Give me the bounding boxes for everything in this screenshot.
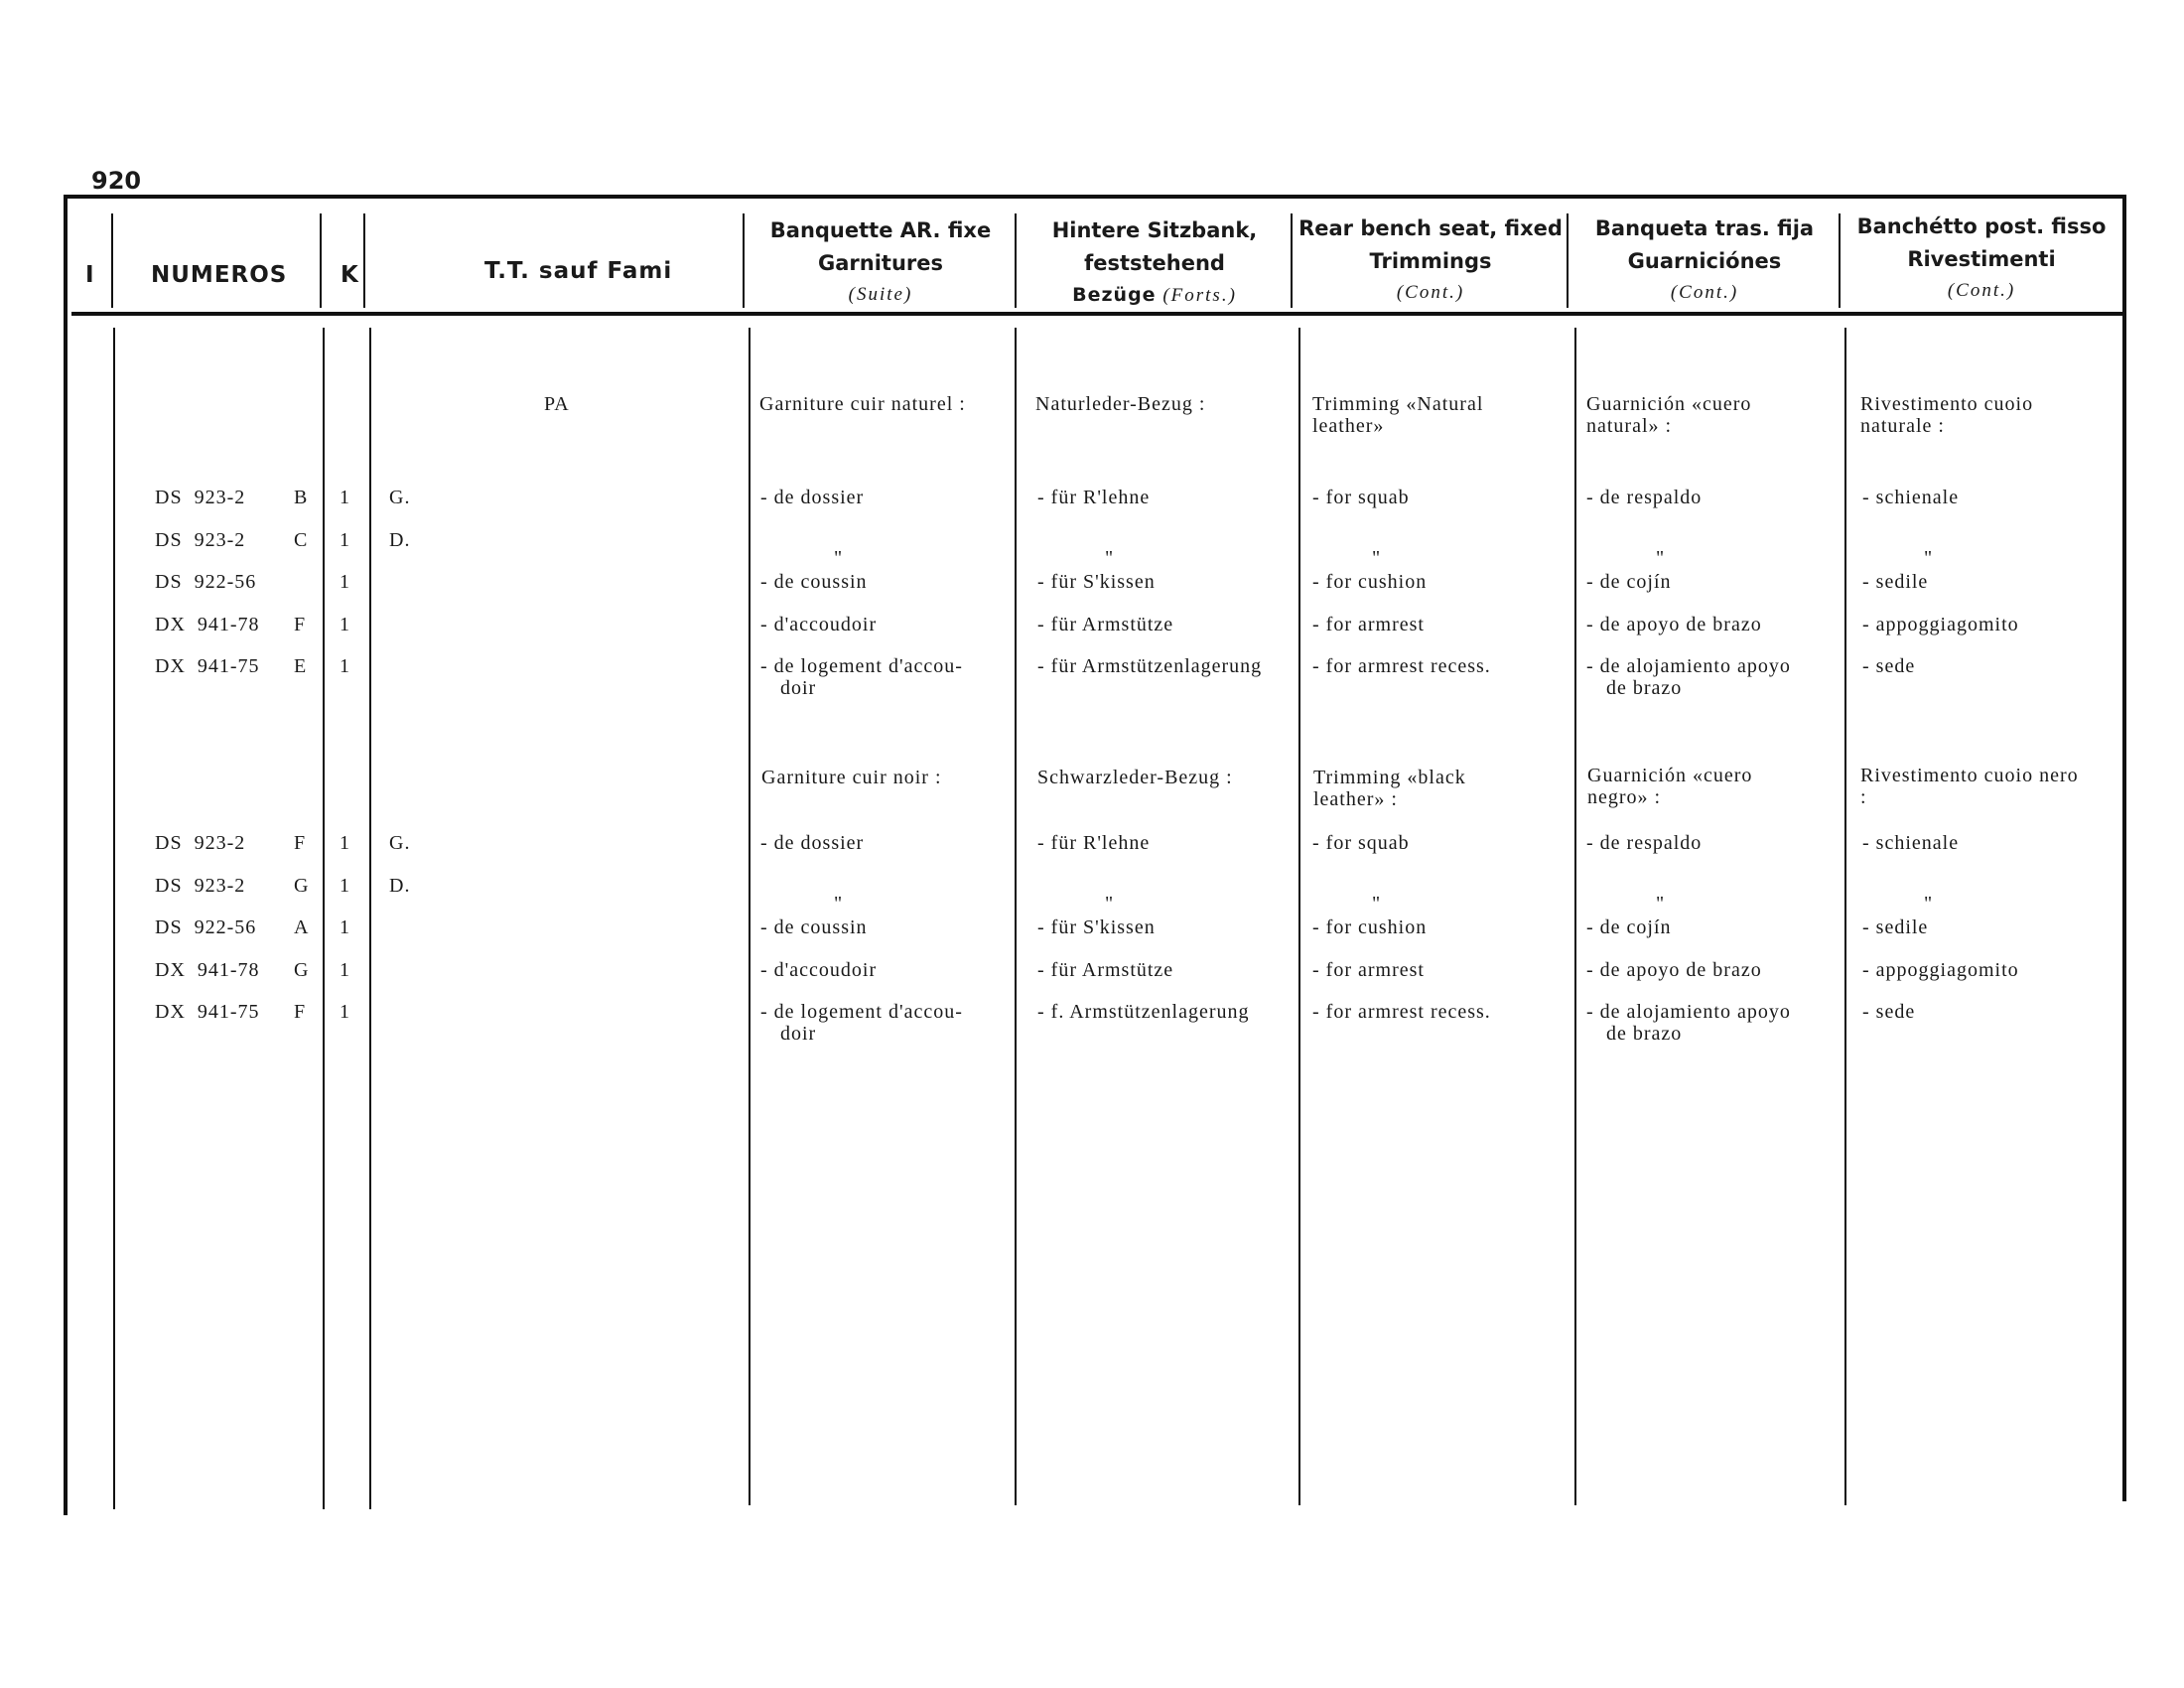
- desc-en: - for cushion: [1312, 916, 1428, 938]
- col-header-tt: T.T. sauf Fami: [484, 258, 673, 284]
- header-it-line2: Rivestimenti: [1907, 247, 2056, 271]
- desc-de: - f. Armstützenlagerung: [1037, 1001, 1250, 1023]
- desc-en: - for squab: [1312, 832, 1410, 854]
- header-en-line1: Rear bench seat, fixed: [1298, 216, 1563, 240]
- sep-i: [111, 213, 113, 308]
- header-de-line3: [1017, 278, 1293, 313]
- desc-fr: - d'accoudoir: [760, 958, 878, 981]
- desc-fr: - de coussin: [760, 916, 868, 938]
- col-header-i: I: [85, 262, 95, 288]
- header-it-line1: Banchétto post. fisso: [1856, 214, 2107, 238]
- desc-de: ": [1105, 546, 1115, 569]
- section-title-fr: Garniture cuir noir :: [761, 767, 942, 788]
- header-es-line1: Banqueta tras. fija: [1594, 216, 1815, 240]
- desc-fr: - d'accoudoir: [760, 613, 878, 635]
- header-en-line3: (Cont.): [1396, 282, 1465, 303]
- sep-numeros: [320, 213, 322, 308]
- header-de-line3-label: Bezüge: [1072, 284, 1157, 306]
- section-title-es: Guarnición «cuero negro» :: [1587, 765, 1753, 808]
- desc-es: ": [1656, 546, 1666, 569]
- desc-it: - sede: [1862, 655, 1916, 677]
- desc-fr: - de dossier: [760, 487, 865, 508]
- header-de-line3-cont: (Forts.): [1162, 285, 1237, 306]
- part-suffix: G: [294, 874, 310, 897]
- part-number: DS 923-2: [155, 528, 246, 551]
- part-number: DX 941-75: [155, 655, 260, 677]
- part-number: DS 923-2: [155, 832, 246, 854]
- col-header-french: [747, 212, 1015, 312]
- quantity-k: 1: [340, 571, 350, 593]
- quantity-k: 1: [340, 1001, 350, 1023]
- part-number: DS 923-2: [155, 487, 246, 508]
- desc-es: - de cojín: [1586, 571, 1672, 593]
- header-de-line1: Hintere Sitzbank,: [1051, 218, 1258, 242]
- desc-fr: - de coussin: [760, 571, 868, 593]
- table-top-border: [64, 195, 2126, 199]
- quantity-k: 1: [340, 655, 350, 677]
- section-title-it: Rivestimento cuoio naturale :: [1860, 393, 2034, 437]
- desc-en: - for squab: [1312, 487, 1410, 508]
- desc-de: - für S'kissen: [1037, 571, 1156, 593]
- quantity-k: 1: [340, 613, 350, 635]
- section-title-de: Naturleder-Bezug :: [1035, 393, 1206, 415]
- page-number: 920: [91, 167, 142, 195]
- header-de-line2: feststehend: [1084, 251, 1225, 275]
- desc-es: ": [1656, 892, 1666, 914]
- desc-fr: - de logement d'accou- doir: [760, 1001, 963, 1045]
- quantity-k: 1: [340, 916, 350, 938]
- desc-en: ": [1372, 892, 1382, 914]
- col-header-italian: [1841, 209, 2122, 308]
- header-fr-line2: Garnitures: [818, 251, 943, 275]
- desc-de: - für Armstütze: [1037, 613, 1174, 635]
- sep-tt-body: [749, 328, 751, 1505]
- part-number: DX 941-78: [155, 958, 260, 981]
- part-suffix: F: [294, 1001, 307, 1023]
- desc-en: ": [1372, 546, 1382, 569]
- part-number: DS 922-56: [155, 916, 257, 938]
- table-right-border: [2122, 195, 2126, 1501]
- side-marker: D.: [389, 874, 411, 897]
- part-suffix: B: [294, 487, 309, 508]
- desc-it: - schienale: [1862, 832, 1960, 854]
- desc-de: - für Armstütze: [1037, 958, 1174, 981]
- desc-es: - de respaldo: [1586, 832, 1703, 854]
- part-number: DX 941-75: [155, 1001, 260, 1023]
- desc-en: - for armrest: [1312, 613, 1425, 635]
- sep-k-body: [369, 328, 371, 1509]
- desc-de: - für S'kissen: [1037, 916, 1156, 938]
- desc-es: - de alojamiento apoyo de brazo: [1586, 1001, 1791, 1045]
- header-es-line3: (Cont.): [1670, 282, 1739, 303]
- part-number: DS 922-56: [155, 571, 257, 593]
- desc-it: - appoggiagomito: [1862, 958, 2019, 981]
- desc-de: - für Armstützenlagerung: [1037, 655, 1263, 677]
- desc-it: - sedile: [1862, 916, 1929, 938]
- desc-de: ": [1105, 892, 1115, 914]
- desc-es: - de respaldo: [1586, 487, 1703, 508]
- col-header-numeros: NUMEROS: [151, 262, 288, 288]
- part-suffix: C: [294, 528, 309, 551]
- part-suffix: G: [294, 958, 310, 981]
- part-suffix: E: [294, 655, 308, 677]
- desc-es: - de apoyo de brazo: [1586, 958, 1762, 981]
- table-left-border: [64, 195, 68, 1515]
- desc-it: - sede: [1862, 1001, 1916, 1023]
- desc-it: ": [1924, 546, 1934, 569]
- desc-es: - de cojín: [1586, 916, 1672, 938]
- desc-fr: ": [834, 546, 844, 569]
- quantity-k: 1: [340, 832, 350, 854]
- header-en-line2: Trimmings: [1369, 249, 1492, 273]
- section-variant-pa: PA: [544, 393, 570, 415]
- side-marker: G.: [389, 832, 411, 854]
- desc-en: - for armrest recess.: [1312, 1001, 1491, 1023]
- quantity-k: 1: [340, 958, 350, 981]
- side-marker: D.: [389, 528, 411, 551]
- part-suffix: A: [294, 916, 310, 938]
- header-fr-line3: (Suite): [848, 284, 913, 305]
- desc-it: ": [1924, 892, 1934, 914]
- sep-k: [363, 213, 365, 308]
- quantity-k: 1: [340, 874, 350, 897]
- col-header-german: [1017, 212, 1293, 313]
- section-title-fr: Garniture cuir naturel :: [759, 393, 966, 415]
- header-fr-line1: Banquette AR. fixe: [769, 218, 992, 242]
- section-title-de: Schwarzleder-Bezug :: [1037, 767, 1233, 788]
- part-number: DX 941-78: [155, 613, 260, 635]
- quantity-k: 1: [340, 528, 350, 551]
- col-header-k: K: [341, 262, 359, 288]
- sep-tt: [743, 213, 745, 308]
- sep-i-body: [113, 328, 115, 1509]
- desc-es: - de apoyo de brazo: [1586, 613, 1762, 635]
- desc-de: - für R'lehne: [1037, 832, 1151, 854]
- desc-en: - for cushion: [1312, 571, 1428, 593]
- desc-es: - de alojamiento apoyo de brazo: [1586, 655, 1791, 699]
- desc-it: - sedile: [1862, 571, 1929, 593]
- desc-fr: ": [834, 892, 844, 914]
- side-marker: G.: [389, 487, 411, 508]
- part-number: DS 923-2: [155, 874, 246, 897]
- col-header-spanish: [1569, 211, 1841, 310]
- desc-fr: - de logement d'accou- doir: [760, 655, 963, 699]
- section-title-en: Trimming «black leather» :: [1313, 767, 1466, 810]
- header-es-line2: Guarniciónes: [1627, 249, 1782, 273]
- desc-it: - schienale: [1862, 487, 1960, 508]
- sep-en-body: [1574, 328, 1576, 1505]
- desc-fr: - de dossier: [760, 832, 865, 854]
- section-title-it: Rivestimento cuoio nero :: [1860, 765, 2079, 808]
- section-title-es: Guarnición «cuero natural» :: [1586, 393, 1752, 437]
- section-title-en: Trimming «Natural leather»: [1312, 393, 1484, 437]
- desc-it: - appoggiagomito: [1862, 613, 2019, 635]
- desc-en: - for armrest: [1312, 958, 1425, 981]
- part-suffix: F: [294, 613, 307, 635]
- header-it-line3: (Cont.): [1947, 280, 2016, 301]
- quantity-k: 1: [340, 487, 350, 508]
- part-suffix: F: [294, 832, 307, 854]
- desc-en: - for armrest recess.: [1312, 655, 1491, 677]
- sep-numeros-body: [323, 328, 325, 1509]
- col-header-english: [1293, 211, 1569, 310]
- sep-de-body: [1298, 328, 1300, 1505]
- desc-de: - für R'lehne: [1037, 487, 1151, 508]
